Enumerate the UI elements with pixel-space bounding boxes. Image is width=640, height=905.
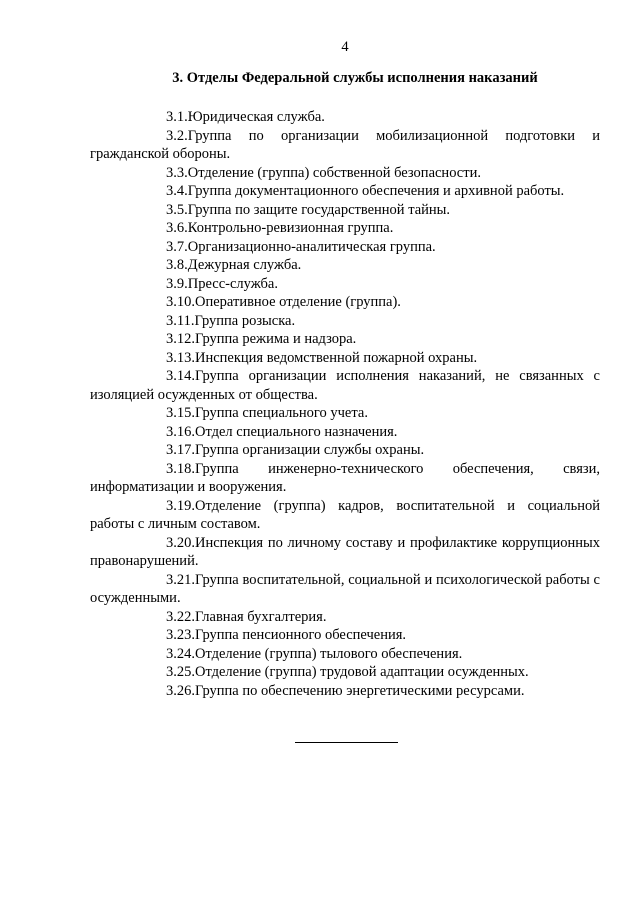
item-text: Отделение (группа) кадров, воспитательной и социальной работы с личным составом.	[90, 497, 600, 532]
section-title: 3. Отделы Федеральной службы исполнения наказаний	[172, 70, 538, 86]
list-item	[90, 275, 600, 294]
item-text: Группа режима и надзора.	[195, 331, 357, 347]
item-number: 3.26.	[166, 682, 195, 699]
item-number: 3.24.	[166, 645, 195, 662]
list-item	[90, 571, 600, 608]
item-number: 3.15.	[166, 405, 195, 421]
item-text: Группа специального учета.	[195, 405, 368, 421]
list-item	[90, 127, 600, 164]
end-divider	[295, 742, 398, 743]
item-text: Дежурная служба.	[187, 257, 302, 273]
item-number: 3.19.	[166, 497, 195, 514]
item-number: 3.13.	[166, 349, 195, 366]
list-item	[90, 312, 600, 331]
list-item	[90, 108, 600, 127]
item-text: Отделение (группа) тылового обеспечения.	[195, 645, 463, 662]
item-text: Отделение (группа) собственной безопасности.	[187, 164, 481, 181]
list-item	[90, 645, 600, 664]
list-item	[90, 608, 600, 627]
item-number: 3.14.	[166, 368, 195, 384]
list-item	[90, 238, 600, 257]
item-text: Группа по организации мобилизационной подготовки и гражданской обороны.	[90, 127, 600, 162]
page-number: 4	[341, 39, 349, 55]
item-number: 3.12.	[166, 331, 195, 347]
item-number: 3.10.	[166, 294, 195, 310]
list-item	[90, 219, 600, 238]
item-text: Отделение (группа) трудовой адаптации осужденных.	[195, 664, 529, 680]
item-number: 3.4.	[166, 183, 188, 199]
list-item	[90, 497, 600, 534]
item-text: Пресс-служба.	[187, 275, 278, 292]
item-text: Группа воспитательной, социальной и психологической работы с осужденными.	[90, 571, 600, 606]
item-text: Инспекция ведомственной пожарной охраны.	[195, 349, 478, 366]
item-number: 3.2.	[166, 127, 188, 144]
item-text: Группа розыска.	[194, 312, 296, 329]
item-text: Группа инженерно-технического обеспечения, связи, информатизации и вооружения.	[90, 460, 600, 495]
item-text: Главная бухгалтерия.	[195, 608, 327, 625]
list-item	[90, 201, 600, 220]
item-text: Группа по защите государственной тайны.	[187, 201, 451, 218]
list-item	[90, 534, 600, 571]
item-number: 3.17.	[166, 442, 195, 458]
item-number: 3.1.	[166, 109, 188, 125]
list-item	[90, 182, 600, 201]
list-item	[90, 404, 600, 423]
item-text: Группа документационного обеспечения и архивной работы.	[187, 183, 565, 199]
item-number: 3.11.	[166, 312, 195, 329]
item-text: Группа по обеспечению энергетическими ресурсами.	[195, 682, 525, 699]
department-list	[90, 108, 600, 700]
item-number: 3.9.	[166, 275, 188, 292]
item-text: Группа пенсионного обеспечения.	[195, 627, 407, 643]
item-number: 3.25.	[166, 664, 195, 680]
item-number: 3.8.	[166, 257, 188, 273]
list-item	[90, 441, 600, 460]
item-text: Организационно-аналитическая группа.	[187, 238, 436, 255]
item-number: 3.7.	[166, 238, 188, 255]
item-text: Группа организации исполнения наказаний, не связанных с изоляцией осужденных от общества.	[90, 368, 600, 403]
list-item	[90, 682, 600, 701]
item-number: 3.16.	[166, 423, 195, 440]
item-text: Инспекция по личному составу и профилактике коррупционных правонарушений.	[90, 534, 600, 569]
list-item	[90, 423, 600, 442]
list-item	[90, 663, 600, 682]
item-number: 3.5.	[166, 201, 188, 218]
item-text: Отдел специального назначения.	[195, 423, 398, 440]
list-item	[90, 349, 600, 368]
item-text: Оперативное отделение (группа).	[195, 294, 401, 310]
item-number: 3.3.	[166, 164, 188, 181]
item-number: 3.23.	[166, 627, 195, 643]
list-item	[90, 164, 600, 183]
list-item	[90, 293, 600, 312]
list-item	[90, 626, 600, 645]
list-item	[90, 367, 600, 404]
item-text: Контрольно-ревизионная группа.	[187, 220, 394, 236]
item-number: 3.6.	[166, 220, 188, 236]
item-text: Юридическая служба.	[187, 109, 325, 125]
item-number: 3.22.	[166, 608, 195, 625]
list-item	[90, 460, 600, 497]
item-text: Группа организации службы охраны.	[195, 442, 425, 458]
item-number: 3.20.	[166, 534, 195, 551]
item-number: 3.21.	[166, 571, 195, 588]
list-item	[90, 256, 600, 275]
list-item	[90, 330, 600, 349]
item-number: 3.18.	[166, 460, 195, 477]
